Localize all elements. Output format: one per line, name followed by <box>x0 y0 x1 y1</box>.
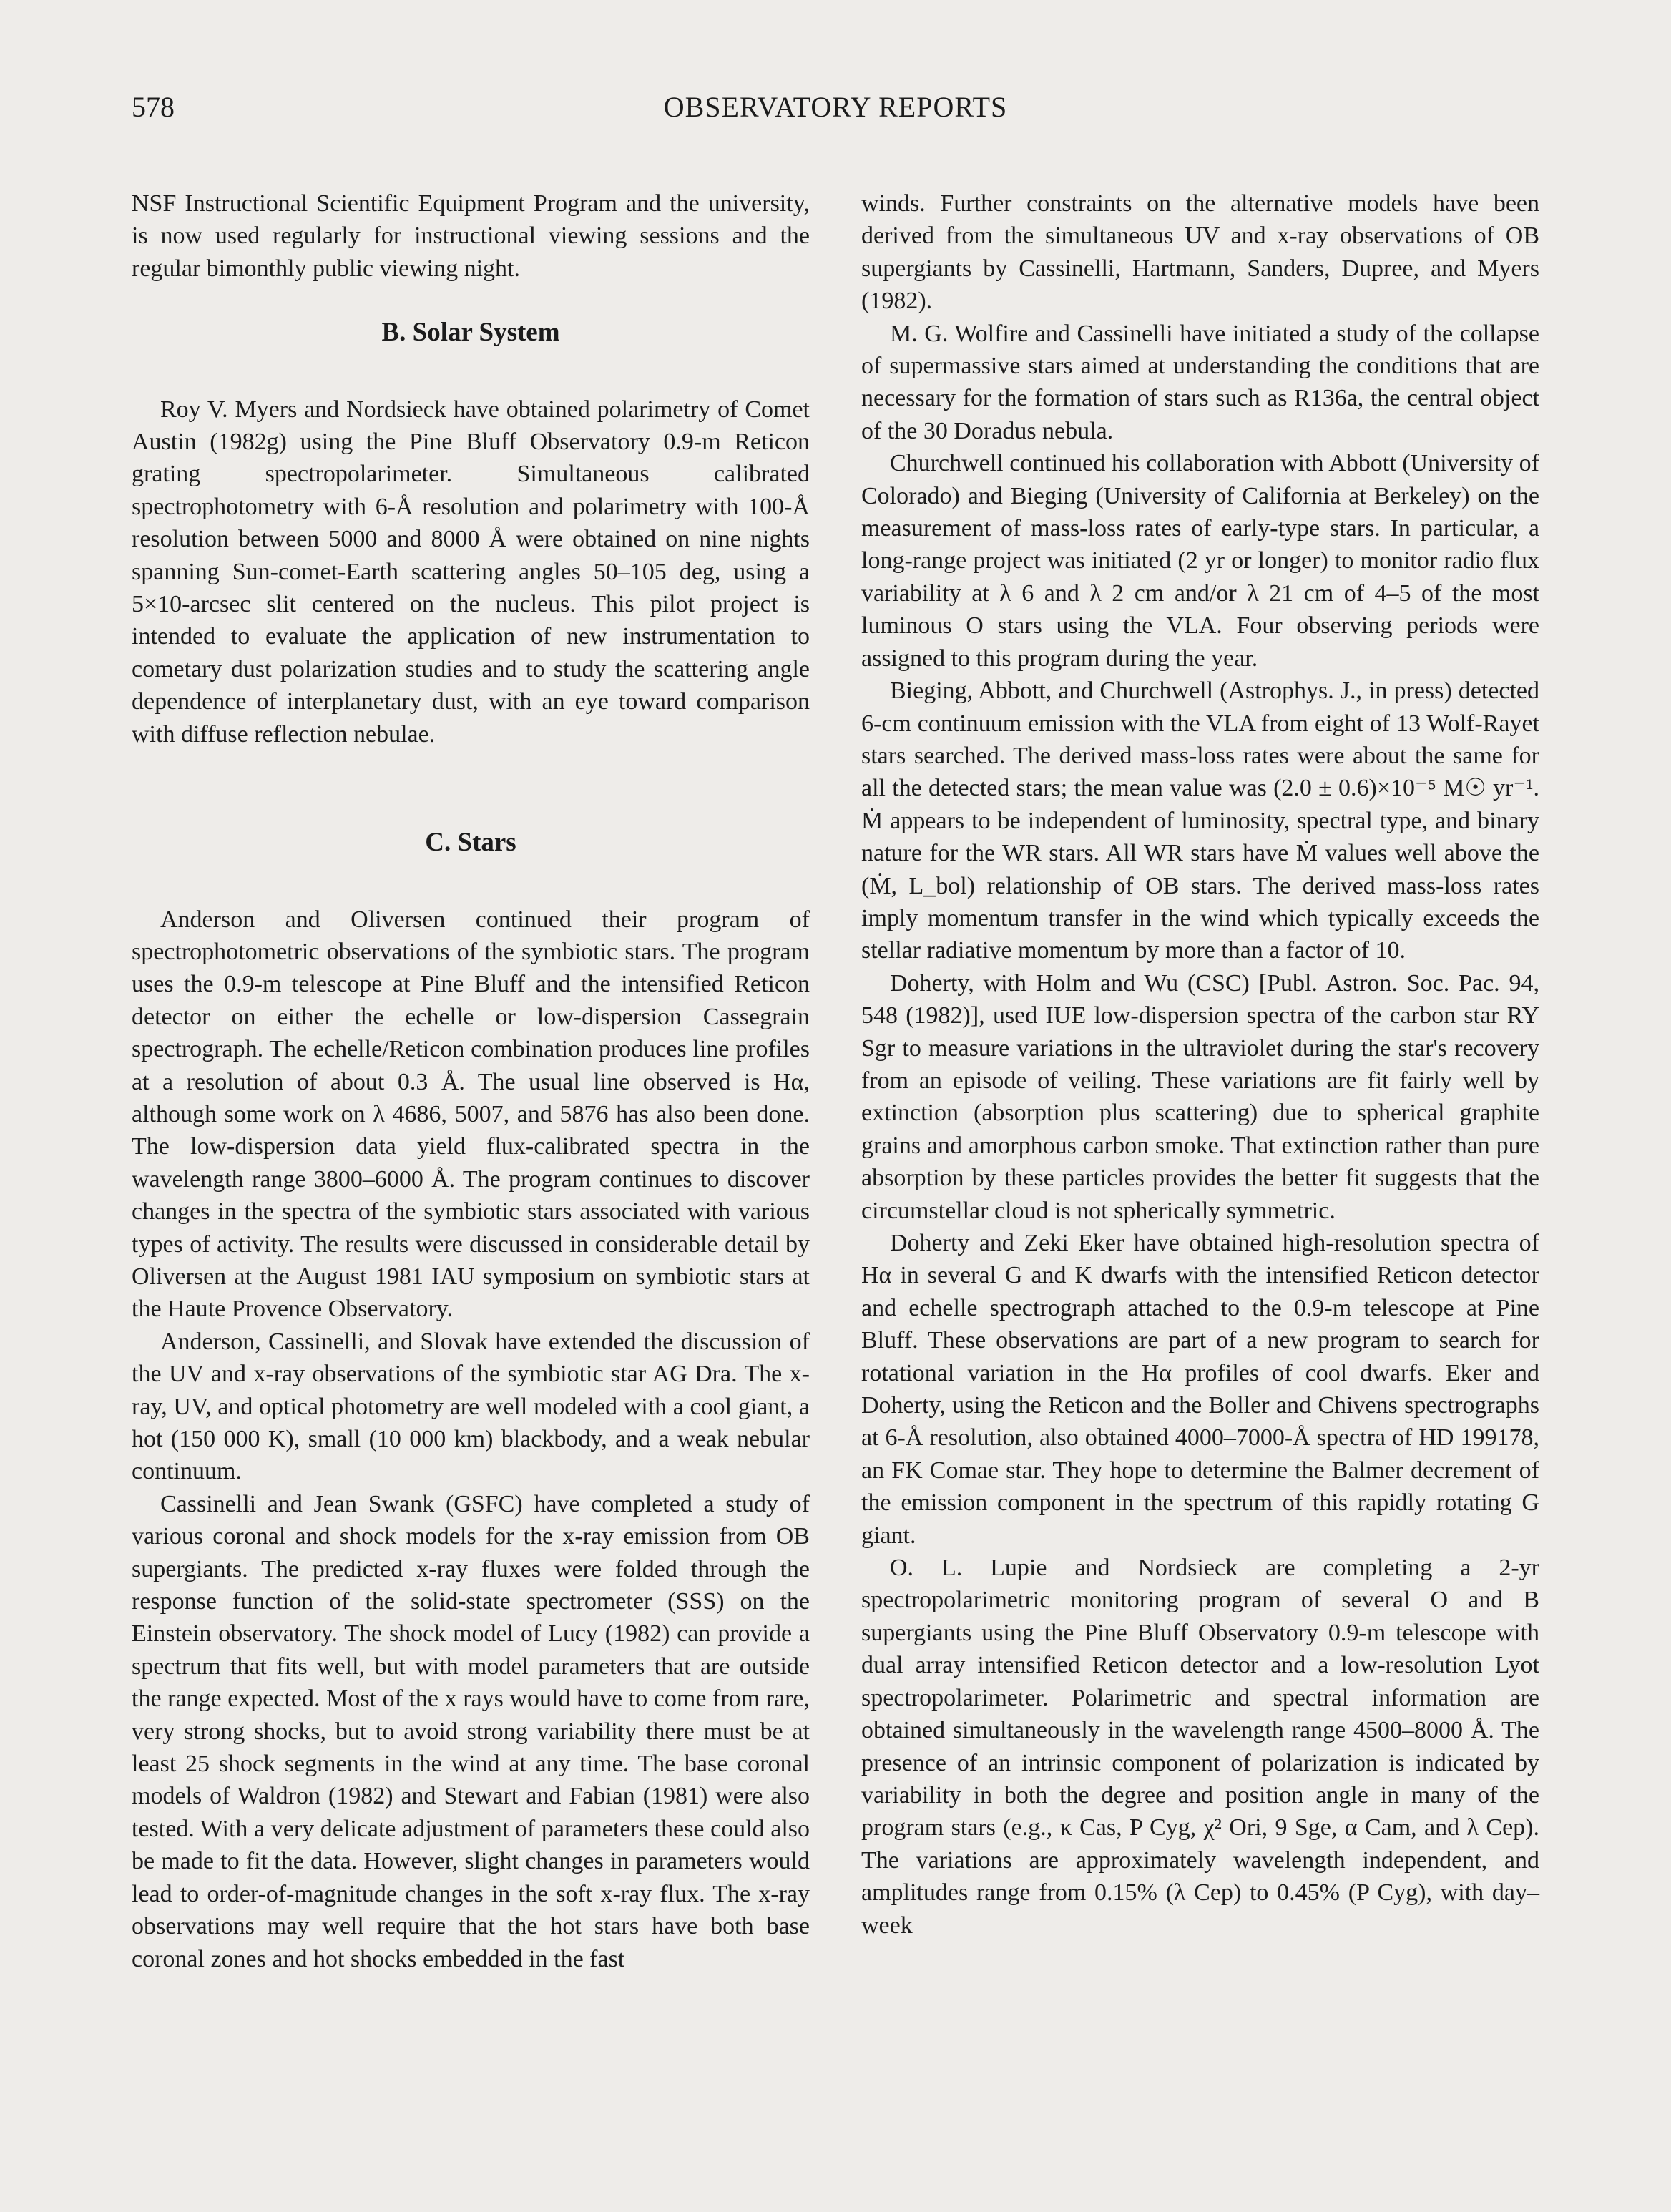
page-header <box>132 90 1539 133</box>
paragraph-bieging: Bieging, Abbott, and Churchwell (Astrophys. J., in press) detected 6-cm continuum emission with the VLA from eight of 13 Wolf-Rayet stars searched. The derived mass-loss rates were about the same for all the detected stars; the mean value was (2.0 ± 0.6)×10⁻⁵ M☉ yr⁻¹. Ṁ appears to be independent of luminosity, spectral type, and binary nature for the WR stars. All WR stars have Ṁ values well above the (Ṁ, L_bol) relationship of OB stars. The derived mass-loss rates imply momentum transfer in the wind which typically exceeds the stellar radiative momentum by more than a factor of 10. <box>861 677 1539 964</box>
page-number: 578 <box>132 91 175 123</box>
paragraph-doherty-iue: Doherty, with Holm and Wu (CSC) [Publ. Astron. Soc. Pac. 94, 548 (1982)], used IUE low-dispersion spectra of the carbon star RY Sgr to measure variations in the ultraviolet during the star's recovery from an episode of veiling. These variations are fit fairly well by extinction (absorption plus scattering) due to spherical graphite grains and amorphous carbon smoke. That extinction rather than pure absorption by these particles provides the better fit suggests that the circumstellar cloud is not spherically symmetric. <box>861 969 1539 1224</box>
paragraph-ag-dra: Anderson, Cassinelli, and Slovak have extended the discussion of the UV and x-ray observations of the symbiotic star AG Dra. The x-ray, UV, and optical photometry are well modeled with a cool giant, a hot (150 000 K), small (10 000 km) blackbody, and a weak nebular continuum. <box>132 1328 810 1485</box>
paragraph-solar-system: Roy V. Myers and Nordsieck have obtained polarimetry of Comet Austin (1982g) using the Pine Bluff Observatory 0.9-m Reticon grating spectropolarimeter. Simultaneous calibrated spectrophotometry with 6-Å resolution and polarimetry with 100-Å resolution between 5000 and 8000 Å were obtained on nine nights spanning Sun-comet-Earth scattering angles 50–105 deg, using a 5×10-arcsec slit centered on the nucleus. This pilot project is intended to evaluate the application of new instrumentation to cometary dust polarization studies and to study the scattering angle dependence of interplanetary dust, with an eye toward comparison with diffuse reflection nebulae. <box>132 396 810 748</box>
section-heading-solar-system: B. Solar System <box>381 318 560 348</box>
paragraph-lupie-nordsieck: O. L. Lupie and Nordsieck are completing a 2-yr spectropolarimetric monitoring program of several O and B supergiants using the Pine Bluff Observatory 0.9-m telescope with dual array intensified Reticon detector and a low-resolution Lyot spectropolarimeter. Polarimetric and spectral information are obtained simultaneously in the wavelength range 4500–8000 Å. The presence of an intrinsic component of polarization is indicated by variability in both the degree and position angle in many of the program stars (e.g., κ Cas, P Cyg, χ² Ori, 9 Sge, α Cam, and λ Cep). The variations are approximately wavelength independent, and amplitudes range from 0.15% (λ Cep) to 0.45% (P Cyg), with day–week <box>861 1555 1539 1939</box>
paragraph-intro: NSF Instructional Scientific Equipment Program and the university, is now used regularly for instructional viewing sessions and the regular bimonthly public viewing night. <box>132 190 810 282</box>
section-heading-stars: C. Stars <box>425 828 516 858</box>
paragraph-wolfire: M. G. Wolfire and Cassinelli have initiated a study of the collapse of supermassive stars aimed at understanding the conditions that are necessary for the formation of stars such as R136a, the central object of the 30 Doradus nebula. <box>861 320 1539 444</box>
paragraph-symbiotic-program: Anderson and Oliversen continued their program of spectrophotometric observations of the symbiotic stars. The program uses the 0.9-m telescope at Pine Bluff and the intensified Reticon detector on either the echelle or low-dispersion Cassegrain spectrograph. The echelle/Reticon combination produces line profiles at a resolution of about 0.3 Å. The usual line observed is Hα, although some work on λ 4686, 5007, and 5876 has also been done. The low-dispersion data yield flux-calibrated spectra in the wavelength range 3800–6000 Å. The program continues to discover changes in the spectra of the symbiotic stars associated with various types of activity. The results were discussed in considerable detail by Oliversen at the August 1981 IAU symposium on symbiotic stars at the Haute Provence Observatory. <box>132 906 810 1323</box>
paragraph-continuation: winds. Further constraints on the alternative models have been derived from the simultaneous UV and x-ray observations of OB supergiants by Cassinelli, Hartmann, Sanders, Dupree, and Myers (1982). <box>861 190 1539 315</box>
right-column <box>861 187 1539 2076</box>
paragraph-doherty-eker: Doherty and Zeki Eker have obtained high-resolution spectra of Hα in several G and K dwarfs with the intensified Reticon detector and echelle spectrograph attached to the 0.9-m telescope at Pine Bluff. These observations are part of a new program to search for rotational variation in the Hα profiles of cool dwarfs. Eker and Doherty, using the Reticon and the Boller and Chivens spectrographs at 6-Å resolution, also obtained 4000–7000-Å spectra of HD 199178, an FK Comae star. They hope to determine the Balmer decrement of the emission component in the spectrum of this rapidly rotating G giant. <box>861 1230 1539 1549</box>
paragraph-shock-models: Cassinelli and Jean Swank (GSFC) have completed a study of various coronal and shock models for the x-ray emission from OB supergiants. The predicted x-ray fluxes were folded through the response function of the solid-state spectrometer (SSS) on the Einstein observatory. The shock model of Lucy (1982) can provide a spectrum that fits well, but with model parameters that are outside the range expected. Most of the x rays would have to come from rare, very strong shocks, but to avoid strong variability there must be at least 25 shock segments in the wind at any time. The base coronal models of Waldron (1982) and Stewart and Fabian (1981) were also tested. With a very delicate adjustment of parameters these could also be made to fit the data. However, slight changes in parameters would lead to order-of-magnitude changes in the soft x-ray flux. The x-ray observations may well require that the hot stars have both base coronal zones and hot shocks embedded in the fast <box>132 1490 810 1972</box>
running-title: OBSERVATORY REPORTS <box>663 91 1008 123</box>
left-column <box>132 187 810 2076</box>
paragraph-churchwell: Churchwell continued his collaboration with Abbott (University of Colorado) and Bieging (University of California at Berkeley) on the measurement of mass-loss rates of early-type stars. In particular, a long-range project was initiated (2 yr or longer) to monitor radio flux variability at λ 6 and λ 2 cm and/or λ 21 cm of 4–5 of the most luminous O stars using the VLA. Four observing periods were assigned to this program during the year. <box>861 450 1539 672</box>
